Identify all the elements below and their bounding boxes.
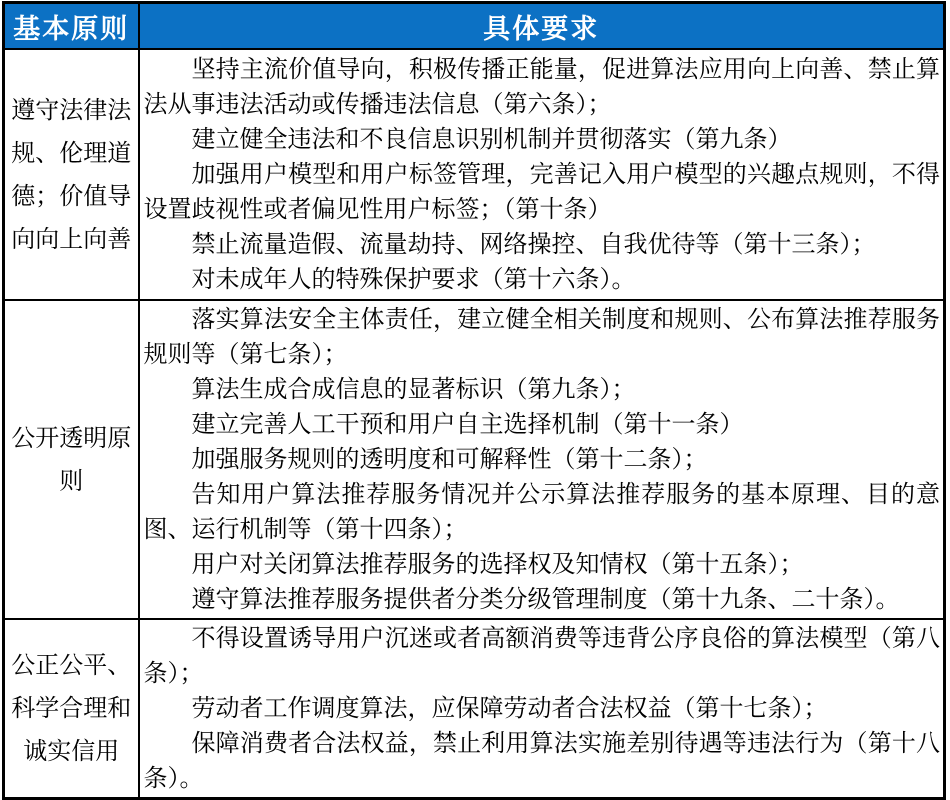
requirement-item: 算法生成合成信息的显著标识（第九条）； (191, 376, 636, 403)
requirement-item: 落实算法安全主体责任，建立健全相关制度和规则、公布算法推荐服务规则等（第七条）； (143, 306, 940, 368)
requirement-item: 告知用户算法推荐服务情况并公示算法推荐服务的基本原理、目的意图、运行机制等（第十四条）； (143, 481, 940, 543)
requirement-item: 建立健全违法和不良信息识别机制并贯彻落实（第九条） (191, 126, 792, 153)
header-cell-principle: 基本原则 (4, 3, 139, 50)
requirements-cell (139, 300, 945, 619)
requirement-item: 加强用户模型和用户标签管理，完善记入用户模型的兴趣点规则，不得设置歧视性或者偏见性用户标签；（第十条） (143, 161, 940, 223)
table-row (4, 300, 945, 619)
requirement-item: 遵守算法推荐服务提供者分类分级管理制度（第十九条、二十条）。 (191, 586, 900, 613)
principle-cell: 遵守法律法规、伦理道德；价值导向向上向善 (4, 49, 139, 300)
requirement-item: 对未成年人的特殊保护要求（第十六条）。 (191, 266, 636, 293)
regulation-table (2, 1, 946, 800)
requirement-item: 建立完善人工干预和用户自主选择机制（第十一条） (191, 411, 744, 438)
header-row (4, 3, 945, 50)
principle-cell: 公开透明原则 (4, 300, 139, 619)
table-row (4, 619, 945, 799)
requirement-item: 劳动者工作调度算法，应保障劳动者合法权益（第十七条）； (191, 695, 828, 722)
requirement-item: 不得设置诱导用户沉迷或者高额消费等违背公序良俗的算法模型（第八条）； (143, 625, 940, 687)
table-row (4, 49, 945, 300)
header-cell-requirements: 具体要求 (139, 3, 945, 50)
requirements-cell (139, 49, 945, 300)
requirement-item: 禁止流量造假、流量劫持、网络操控、自我优待等（第十三条）； (191, 231, 876, 258)
requirements-cell (139, 619, 945, 799)
requirement-item: 加强服务规则的透明度和可解释性（第十二条）； (191, 446, 708, 473)
requirement-item: 保障消费者合法权益，禁止利用算法实施差别待遇等违法行为（第十八条）。 (143, 730, 940, 792)
principle-cell: 公正公平、科学合理和诚实信用 (4, 619, 139, 799)
requirement-item: 坚持主流价值导向，积极传播正能量，促进算法应用向上向善、禁止算法从事违法活动或传播违法信息（第六条）； (143, 56, 940, 118)
requirement-item: 用户对关闭算法推荐服务的选择权及知情权（第十五条）； (191, 551, 804, 578)
